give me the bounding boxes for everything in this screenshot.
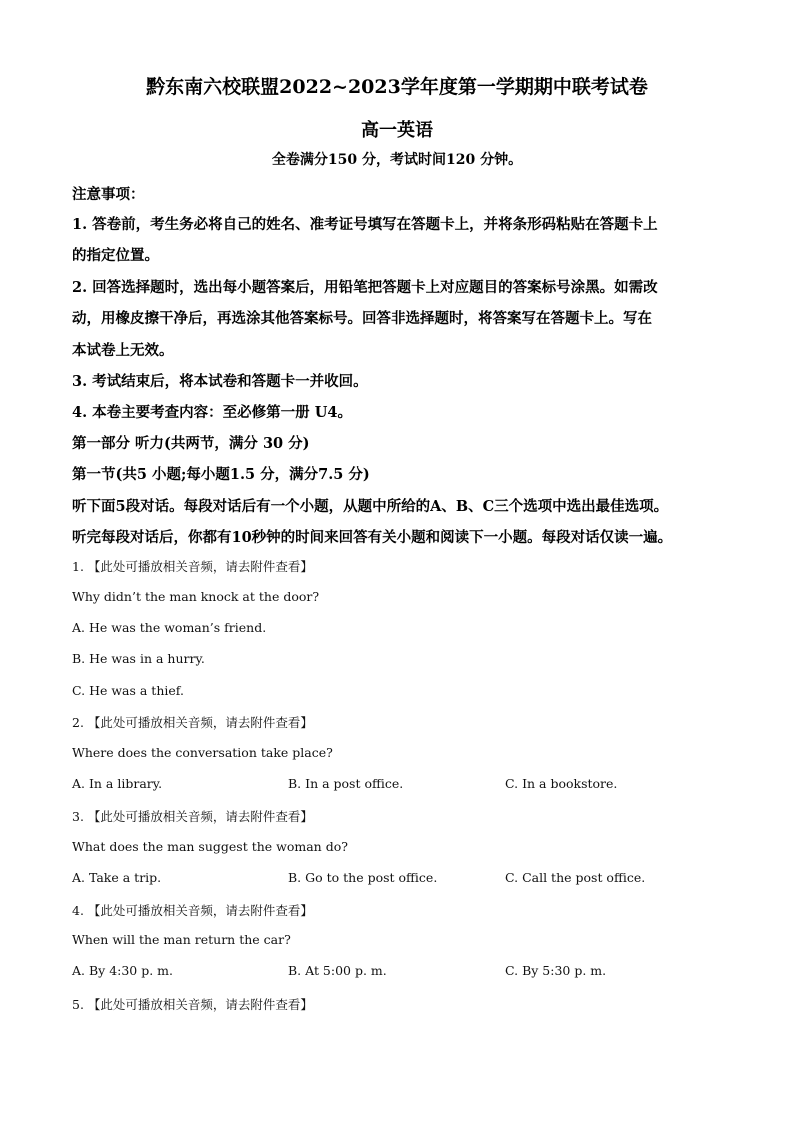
part-heading: 第一部分 听力(共两节，满分 30 分) xyxy=(72,435,310,452)
score-line: 全卷满分150 分，考试时间120 分钟。 xyxy=(271,152,523,168)
option-c: C. By 5:30 p. m. xyxy=(505,963,607,978)
note-line: 2. 回答选择题时，选出每小题答案后，用铅笔把答题卡上对应题目的答案标号涂黑。如需改 xyxy=(72,279,658,296)
audio-placeholder[interactable]: 2. 【此处可播放相关音频，请去附件查看】 xyxy=(72,715,313,730)
option-b: B. Go to the post office. xyxy=(288,870,438,885)
audio-placeholder[interactable]: 3. 【此处可播放相关音频，请去附件查看】 xyxy=(72,809,313,824)
option-b: B. He was in a hurry. xyxy=(72,651,205,666)
question-stem: What does the man suggest the woman do? xyxy=(72,839,348,854)
option-b: B. At 5:00 p. m. xyxy=(288,963,387,978)
audio-placeholder[interactable]: 5. 【此处可播放相关音频，请去附件查看】 xyxy=(72,997,313,1012)
note-line: 1. 答卷前，考生务必将自己的姓名、准考证号填写在答题卡上，并将条形码粘贴在答题卡上 xyxy=(72,216,658,233)
audio-placeholder[interactable]: 1. 【此处可播放相关音频，请去附件查看】 xyxy=(72,559,313,574)
note-line: 动，用橡皮擦干净后，再选涂其他答案标号。回答非选择题时，将答案写在答题卡上。写在 xyxy=(72,310,652,327)
notes-heading: 注意事项： xyxy=(72,186,145,203)
option-a: A. Take a trip. xyxy=(72,870,162,885)
option-c: C. He was a thief. xyxy=(72,683,184,698)
instruction-line: 听下面5段对话。每段对话后有一个小题，从题中所给的A、B、C三个选项中选出最佳选项。 xyxy=(72,498,669,515)
exam-title: 黔东南六校联盟2022~2023学年度第一学期期中联考试卷 xyxy=(146,76,648,98)
option-b: B. In a post office. xyxy=(288,776,404,791)
question-stem: When will the man return the car? xyxy=(72,932,291,947)
instruction-line: 听完每段对话后，你都有10秒钟的时间来回答有关小题和阅读下一小题。每段对话仅读一遍。 xyxy=(72,529,673,546)
option-a: A. In a library. xyxy=(72,776,163,791)
note-line: 4. 本卷主要考查内容：至必修第一册 U4。 xyxy=(72,404,352,421)
note-line: 的指定位置。 xyxy=(72,247,159,264)
option-a: A. He was the woman’s friend. xyxy=(72,620,267,635)
subsection-heading: 第一节(共5 小题;每小题1.5 分，满分7.5 分) xyxy=(72,466,370,483)
subject-title: 高一英语 xyxy=(361,120,433,141)
option-c: C. Call the post office. xyxy=(505,870,646,885)
note-line: 本试卷上无效。 xyxy=(72,342,174,359)
question-stem: Why didn’t the man knock at the door? xyxy=(72,589,320,604)
audio-placeholder[interactable]: 4. 【此处可播放相关音频，请去附件查看】 xyxy=(72,903,313,918)
option-c: C. In a bookstore. xyxy=(505,776,618,791)
option-a: A. By 4:30 p. m. xyxy=(72,963,174,978)
question-stem: Where does the conversation take place? xyxy=(72,745,333,760)
note-line: 3. 考试结束后，将本试卷和答题卡一并收回。 xyxy=(72,373,368,390)
